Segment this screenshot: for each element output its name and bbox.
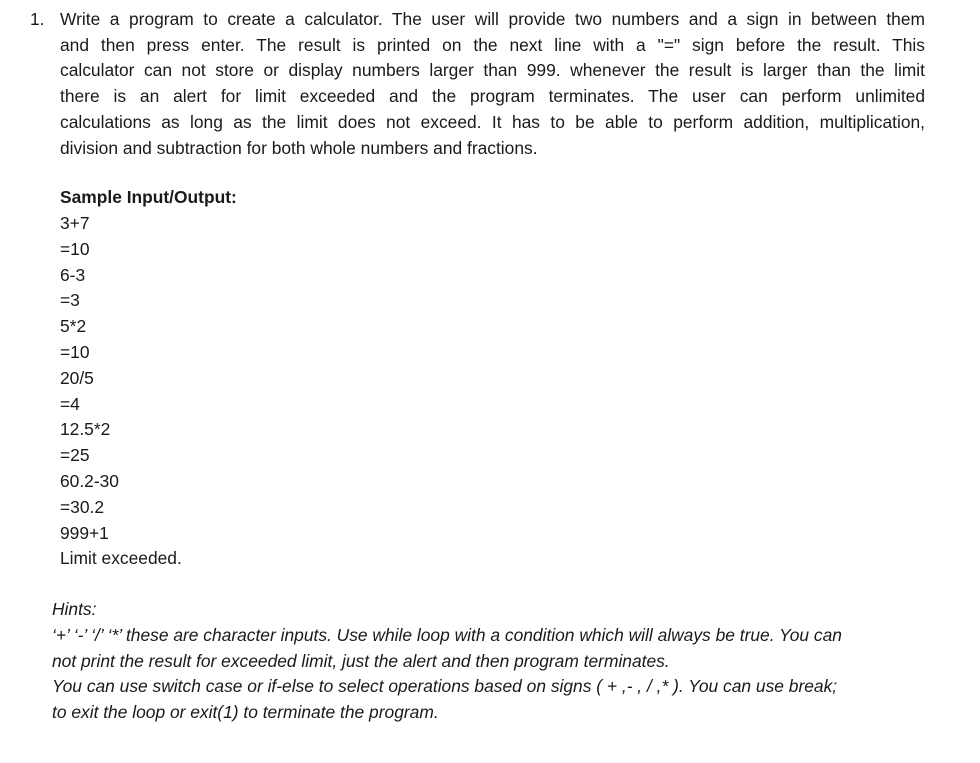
sample-output-line: =4 — [60, 393, 80, 414]
sample-input-line: 6-3 — [60, 264, 86, 285]
hints-section — [52, 597, 922, 726]
hints-heading: Hints: — [52, 599, 97, 619]
question-line: there is an alert for limit exceeded and the program terminates. The user can perform unlimited — [60, 86, 925, 107]
sample-output-line: =25 — [60, 445, 90, 466]
sample-input-line: 5*2 — [60, 316, 87, 337]
sample-input-line: 60.2-30 — [60, 470, 119, 491]
question-line: and then press enter. The result is printed on the next line with a "=" sign before the result. This — [60, 34, 925, 55]
sample-input-line: 3+7 — [60, 213, 90, 233]
sample-output-line: =10 — [60, 341, 90, 362]
sample-heading: Sample Input/Output: — [60, 187, 237, 207]
sample-output-line: =30.2 — [60, 496, 105, 517]
question-line: calculator can not store or display numbers larger than 999. whenever the result is larger than the limit — [60, 60, 925, 81]
hint-line: to exit the loop or exit(1) to terminate the program. — [52, 702, 439, 723]
hint-line: not print the result for exceeded limit, just the alert and then program terminates. — [52, 650, 670, 671]
sample-io-list — [60, 211, 182, 572]
hint-line: ‘+’ ‘-’ ‘/’ ‘*’ these are character inputs. Use while loop with a condition which will always be true. You can — [52, 624, 842, 645]
question-line: calculations as long as the limit does not exceed. It has to be able to perform addition, multiplication, — [60, 111, 925, 132]
sample-input-line: 20/5 — [60, 367, 94, 388]
sample-input-line: 999+1 — [60, 522, 109, 543]
hint-line: You can use switch case or if-else to select operations based on signs ( + ,- , / ,* ). You can use break; — [52, 676, 838, 697]
question-paragraph — [60, 7, 925, 161]
sample-output-line: =3 — [60, 290, 80, 311]
question-number: 1. — [30, 9, 45, 29]
sample-input-line: 12.5*2 — [60, 419, 111, 440]
sample-output-line: =10 — [60, 238, 90, 259]
question-line: Write a program to create a calculator. The user will provide two numbers and a sign in between them — [60, 9, 925, 29]
sample-output-line: Limit exceeded. — [60, 548, 182, 569]
question-line: division and subtraction for both whole numbers and fractions. — [60, 137, 538, 158]
